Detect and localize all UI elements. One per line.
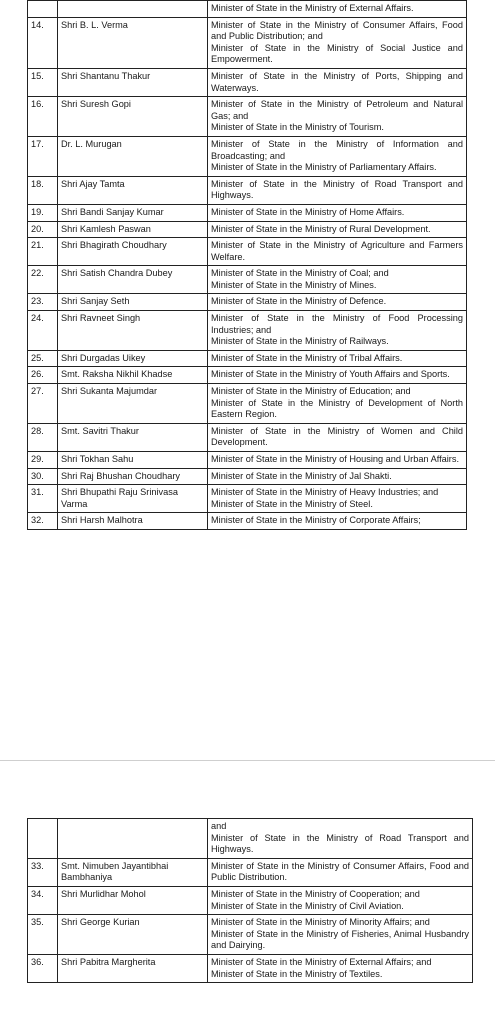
minister-name: Shri Raj Bhushan Choudhary xyxy=(58,468,208,485)
table-row xyxy=(28,238,467,266)
serial-number: 31. xyxy=(28,485,58,513)
serial-number: 28. xyxy=(28,423,58,451)
table-row xyxy=(28,452,467,469)
minister-name xyxy=(58,1,208,18)
table-row xyxy=(28,858,473,886)
minister-name: Shri Satish Chandra Dubey xyxy=(58,266,208,294)
serial-number: 15. xyxy=(28,68,58,96)
portfolio xyxy=(208,1,467,18)
table-row xyxy=(28,294,467,311)
portfolio xyxy=(208,886,473,914)
portfolio-line: Minister of State in the Ministry of Parliamentary Affairs. xyxy=(211,162,437,173)
table-row xyxy=(28,819,473,859)
minister-name: Shri Bhupathi Raju Srinivasa Varma xyxy=(58,485,208,513)
portfolio xyxy=(208,311,467,351)
serial-number: 17. xyxy=(28,136,58,176)
serial-number: 29. xyxy=(28,452,58,469)
portfolio xyxy=(208,97,467,137)
table-row xyxy=(28,68,467,96)
portfolio-line: Minister of State in the Ministry of Coal; and xyxy=(211,268,389,279)
portfolio xyxy=(208,452,467,469)
minister-name: Shri Sukanta Majumdar xyxy=(58,384,208,424)
minister-name: Shri Durgadas Uikey xyxy=(58,350,208,367)
portfolio xyxy=(208,294,467,311)
portfolio xyxy=(208,954,473,982)
portfolio-line: Minister of State in the Ministry of Road Transport and Highways. xyxy=(211,178,463,201)
table-row xyxy=(28,384,467,424)
serial-number: 16. xyxy=(28,97,58,137)
portfolio-line: Minister of State in the Ministry of Cooperation; and xyxy=(211,888,420,899)
serial-number: 24. xyxy=(28,311,58,351)
portfolio-line: Minister of State in the Ministry of Civil Aviation. xyxy=(211,900,404,911)
portfolio-line: and xyxy=(211,821,227,831)
portfolio-line: Minister of State in the Ministry of Food Processing Industries; and xyxy=(211,313,463,335)
portfolio xyxy=(208,858,473,886)
table-row xyxy=(28,915,473,955)
portfolio-line: Minister of State in the Ministry of Agriculture and Farmers Welfare. xyxy=(211,240,463,262)
ministers-table-page-1 xyxy=(27,0,467,530)
table-row xyxy=(28,1,467,18)
portfolio-line: Minister of State in the Ministry of Corporate Affairs; xyxy=(211,515,421,526)
minister-name: Shri B. L. Verma xyxy=(58,17,208,68)
minister-name: Shri Harsh Malhotra xyxy=(58,513,208,530)
table-row xyxy=(28,311,467,351)
portfolio xyxy=(208,204,467,221)
portfolio-line: Minister of State in the Ministry of External Affairs; and xyxy=(211,956,432,967)
portfolio-line: Minister of State in the Ministry of External Affairs. xyxy=(211,3,414,13)
portfolio-line: Minister of State in the Ministry of Mines. xyxy=(211,279,377,290)
minister-name: Shri Bhagirath Choudhary xyxy=(58,238,208,266)
serial-number: 20. xyxy=(28,221,58,238)
serial-number: 32. xyxy=(28,513,58,530)
minister-name: Dr. L. Murugan xyxy=(58,136,208,176)
page-break-top xyxy=(0,760,495,761)
table-row xyxy=(28,204,467,221)
portfolio xyxy=(208,221,467,238)
portfolio-line: Minister of State in the Ministry of Railways. xyxy=(211,336,389,347)
serial-number: 21. xyxy=(28,238,58,266)
portfolio-line: Minister of State in the Ministry of Education; and xyxy=(211,386,411,397)
serial-number: 34. xyxy=(28,886,58,914)
serial-number: 35. xyxy=(28,915,58,955)
serial-number: 23. xyxy=(28,294,58,311)
minister-name: Shri Sanjay Seth xyxy=(58,294,208,311)
portfolio-line: Minister of State in the Ministry of Consumer Affairs, Food and Public Distribution. xyxy=(211,860,469,883)
minister-name: Shri Pabitra Margherita xyxy=(58,954,208,982)
minister-name: Shri Bandi Sanjay Kumar xyxy=(58,204,208,221)
serial-number: 18. xyxy=(28,176,58,204)
portfolio-line: Minister of State in the Ministry of Information and Broadcasting; and xyxy=(211,138,463,161)
serial-number: 27. xyxy=(28,384,58,424)
minister-name xyxy=(58,819,208,859)
portfolio-line: Minister of State in the Ministry of Petroleum and Natural Gas; and xyxy=(211,99,463,121)
portfolio-line: Minister of State in the Ministry of Social Justice and Empowerment. xyxy=(211,42,463,65)
serial-number: 33. xyxy=(28,858,58,886)
portfolio-line: Minister of State in the Ministry of Heavy Industries; and xyxy=(211,487,439,498)
portfolio-line: Minister of State in the Ministry of Home Affairs. xyxy=(211,206,405,217)
portfolio xyxy=(208,513,467,530)
table-row xyxy=(28,423,467,451)
portfolio-line: Minister of State in the Ministry of Development of North Eastern Region. xyxy=(211,397,463,420)
table-row xyxy=(28,17,467,68)
table-row xyxy=(28,485,467,513)
serial-number: 30. xyxy=(28,468,58,485)
portfolio-line: Minister of State in the Ministry of Ports, Shipping and Waterways. xyxy=(211,70,463,93)
portfolio-line: Minister of State in the Ministry of Tourism. xyxy=(211,122,384,133)
portfolio xyxy=(208,384,467,424)
portfolio-line: Minister of State in the Ministry of Housing and Urban Affairs. xyxy=(211,454,460,464)
table-row xyxy=(28,954,473,982)
portfolio xyxy=(208,915,473,955)
table-row xyxy=(28,886,473,914)
table-row xyxy=(28,97,467,137)
minister-name: Shri George Kurian xyxy=(58,915,208,955)
portfolio-line: Minister of State in the Ministry of Steel. xyxy=(211,498,373,509)
portfolio xyxy=(208,819,473,859)
portfolio xyxy=(208,485,467,513)
table-row xyxy=(28,350,467,367)
table-row xyxy=(28,176,467,204)
minister-name: Shri Tokhan Sahu xyxy=(58,452,208,469)
minister-name: Shri Shantanu Thakur xyxy=(58,68,208,96)
portfolio xyxy=(208,266,467,294)
portfolio-line: Minister of State in the Ministry of Defence. xyxy=(211,296,387,307)
table-row xyxy=(28,513,467,530)
serial-number: 22. xyxy=(28,266,58,294)
table-row xyxy=(28,221,467,238)
portfolio-line: Minister of State in the Ministry of Rural Development. xyxy=(211,223,431,234)
minister-name: Smt. Nimuben Jayantibhai Bambhaniya xyxy=(58,858,208,886)
portfolio xyxy=(208,136,467,176)
portfolio xyxy=(208,468,467,485)
portfolio-line: Minister of State in the Ministry of Women and Child Development. xyxy=(211,425,463,448)
minister-name: Shri Kamlesh Paswan xyxy=(58,221,208,238)
minister-name: Smt. Savitri Thakur xyxy=(58,423,208,451)
serial-number: 25. xyxy=(28,350,58,367)
portfolio xyxy=(208,350,467,367)
ministers-table-page-2 xyxy=(27,818,473,983)
table-row xyxy=(28,367,467,384)
portfolio xyxy=(208,176,467,204)
portfolio xyxy=(208,367,467,384)
table-row xyxy=(28,136,467,176)
portfolio-line: Minister of State in the Ministry of Road Transport and Highways. xyxy=(211,832,469,855)
portfolio-line: Minister of State in the Ministry of Textiles. xyxy=(211,968,383,979)
portfolio-line: Minister of State in the Ministry of Fisheries, Animal Husbandry and Dairying. xyxy=(211,928,469,951)
serial-number: 19. xyxy=(28,204,58,221)
portfolio xyxy=(208,68,467,96)
minister-name: Shri Ajay Tamta xyxy=(58,176,208,204)
portfolio xyxy=(208,423,467,451)
minister-name: Shri Murlidhar Mohol xyxy=(58,886,208,914)
portfolio-line: Minister of State in the Ministry of Tribal Affairs. xyxy=(211,352,403,363)
table-row xyxy=(28,468,467,485)
portfolio xyxy=(208,238,467,266)
table-row xyxy=(28,266,467,294)
minister-name: Shri Suresh Gopi xyxy=(58,97,208,137)
serial-number xyxy=(28,819,58,859)
minister-name: Smt. Raksha Nikhil Khadse xyxy=(58,367,208,384)
portfolio xyxy=(208,17,467,68)
serial-number: 36. xyxy=(28,954,58,982)
serial-number: 14. xyxy=(28,17,58,68)
portfolio-line: Minister of State in the Ministry of Minority Affairs; and xyxy=(211,917,430,928)
portfolio-line: Minister of State in the Ministry of Consumer Affairs, Food and Public Distribution; and xyxy=(211,19,463,42)
portfolio-line: Minister of State in the Ministry of Jal Shakti. xyxy=(211,470,392,481)
serial-number: 26. xyxy=(28,367,58,384)
minister-name: Shri Ravneet Singh xyxy=(58,311,208,351)
portfolio-line: Minister of State in the Ministry of Youth Affairs and Sports. xyxy=(211,369,450,380)
serial-number xyxy=(28,1,58,18)
